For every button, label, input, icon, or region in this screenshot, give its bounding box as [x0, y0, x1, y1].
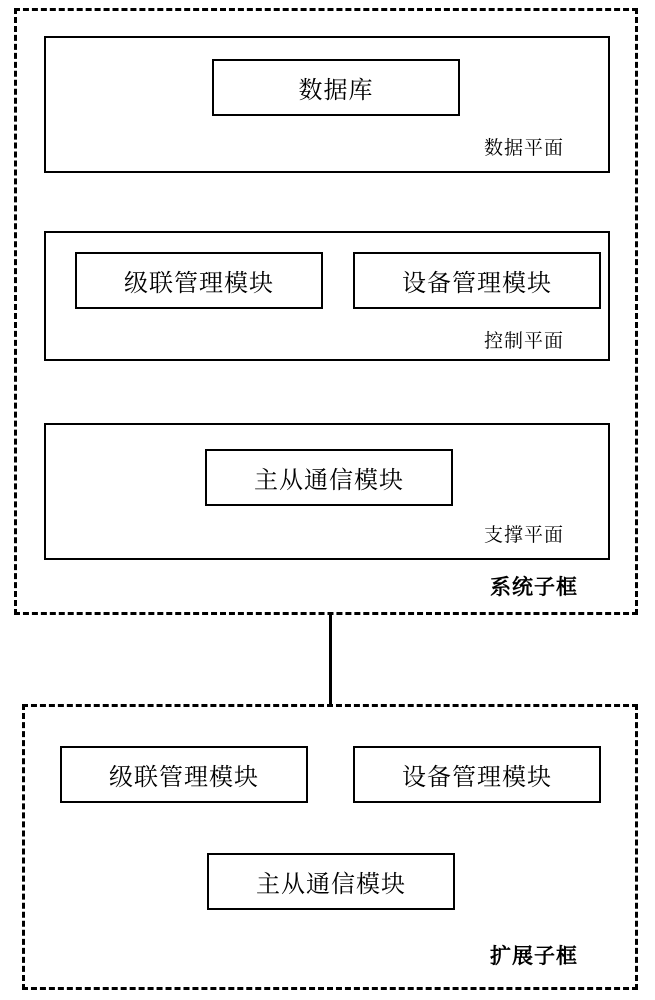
- module-device-management-extension: 设备管理模块: [353, 746, 601, 803]
- module-device-management-system: 设备管理模块: [353, 252, 601, 309]
- data-plane-label: 数据平面: [484, 137, 565, 159]
- module-database: 数据库: [212, 59, 460, 116]
- module-cascade-management-extension: 级联管理模块: [60, 746, 308, 803]
- extension-subframe-label: 扩展子框: [490, 944, 578, 968]
- connector-line: [329, 615, 332, 704]
- system-subframe-label: 系统子框: [490, 575, 578, 599]
- module-cascade-management-system: 级联管理模块: [75, 252, 323, 309]
- support-plane-label: 支撑平面: [484, 524, 565, 546]
- module-master-slave-communication-system: 主从通信模块: [205, 449, 453, 506]
- control-plane-label: 控制平面: [484, 330, 565, 352]
- module-master-slave-communication-extension: 主从通信模块: [207, 853, 455, 910]
